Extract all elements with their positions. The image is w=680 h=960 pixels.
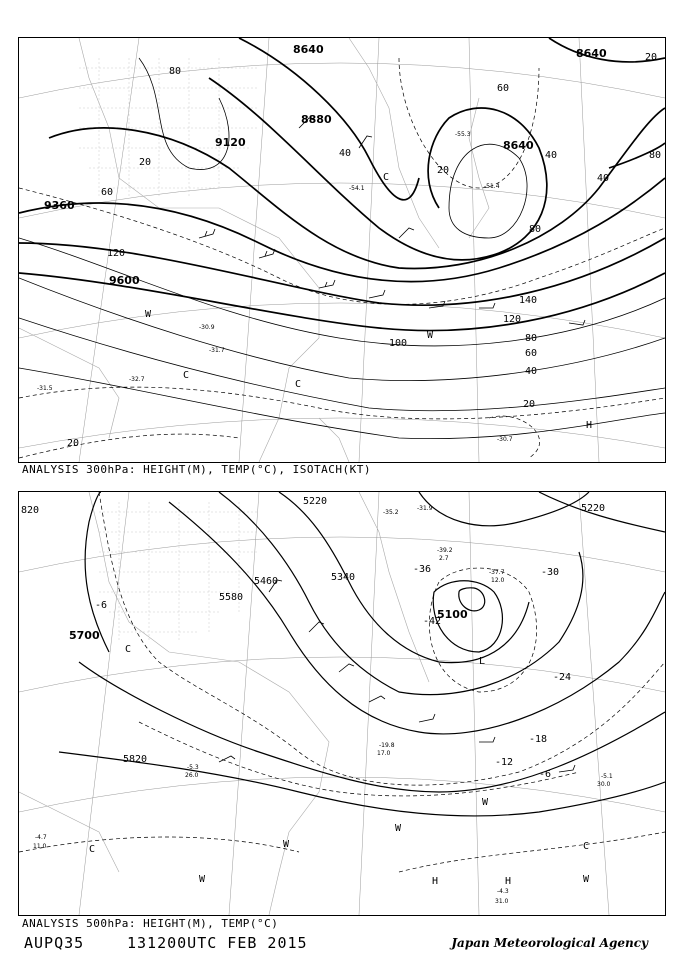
height-label: 9600: [109, 274, 140, 287]
isotach-label: 20: [437, 165, 450, 176]
warm-symbol: W: [427, 330, 434, 341]
station-temp: -5.1: [601, 773, 613, 780]
cold-symbol: C: [295, 379, 302, 390]
temp-label: -30.9: [199, 324, 215, 331]
hatched-area: [99, 502, 259, 642]
agency-name: Japan Meteorological Agency: [451, 936, 648, 950]
station-temp: -4.3: [497, 888, 509, 895]
station-temp: -5.3: [187, 764, 199, 771]
height-label: 8640: [293, 43, 324, 56]
chart-300hpa-map: [19, 38, 665, 462]
station-dewpoint: 11.0: [33, 843, 47, 850]
coastlines: [19, 492, 432, 915]
warm-symbol: W: [283, 839, 290, 850]
station-plots: [33, 505, 613, 905]
height-label: 5580: [219, 592, 244, 603]
cold-symbol: C: [125, 644, 132, 655]
cold-symbol: C: [89, 844, 96, 855]
caption-500hpa: ANALYSIS 500hPa: HEIGHT(M), TEMP(°C): [22, 917, 279, 930]
isotach-label: 40: [545, 150, 558, 161]
height-label: 5220: [303, 496, 328, 507]
chart-500hpa: [18, 491, 666, 916]
isotach-label: 60: [525, 348, 538, 359]
isotach-label: 80: [529, 224, 542, 235]
isotach-label: 20: [139, 157, 152, 168]
isotach-label: 40: [525, 366, 538, 377]
temp-label: -6: [539, 769, 552, 780]
isotach-label: 40: [339, 148, 352, 159]
isotach-label: 20: [645, 52, 658, 63]
warm-symbol: W: [482, 797, 489, 808]
isotach-label: 140: [519, 295, 538, 306]
station-temp: -4.7: [35, 834, 47, 841]
temp-label: -30.7: [497, 436, 513, 443]
warm-symbol: W: [583, 874, 590, 885]
station-temp: -39.2: [437, 547, 453, 554]
isotach-label: 20: [523, 399, 536, 410]
height-label: 5460: [254, 576, 279, 587]
height-label: 5340: [331, 572, 356, 583]
station-dewpoint: 31.0: [495, 898, 509, 905]
temp-label: -42: [423, 616, 442, 627]
height-label: 5820: [123, 754, 148, 765]
station-temp: -19.8: [379, 742, 395, 749]
graticule: [19, 492, 665, 915]
temp-labels: [37, 131, 513, 443]
temp-label: -31.5: [37, 385, 53, 392]
high-symbol: H: [505, 876, 512, 887]
temp-label: -18: [529, 734, 548, 745]
isotach-label: 60: [497, 83, 510, 94]
station-dewpoint: 17.0: [377, 750, 391, 757]
warm-symbol: W: [395, 823, 402, 834]
station-temp: -37.7: [489, 569, 505, 576]
height-label: 8640: [576, 47, 607, 60]
chart-300hpa: [18, 37, 666, 463]
isotach-label: 80: [649, 150, 662, 161]
isotach-label: 120: [107, 248, 126, 259]
station-dewpoint: 30.0: [597, 781, 611, 788]
high-symbol: H: [432, 876, 439, 887]
product-code: AUPQ35: [24, 934, 85, 952]
height-label: 9360: [44, 199, 75, 212]
low-symbol: L: [479, 656, 486, 667]
isotach-label: 120: [503, 314, 522, 325]
isotach-label: 60: [101, 187, 114, 198]
station-dewpoint: 26.0: [185, 772, 199, 779]
station-dewpoint: 12.0: [491, 577, 505, 584]
temp-labels: [95, 564, 571, 780]
isotach-label: 40: [597, 173, 610, 184]
valid-time: 131200UTC FEB 2015: [127, 934, 308, 952]
warm-symbol: W: [145, 309, 152, 320]
height-label: 5700: [69, 629, 100, 642]
cold-symbol: C: [183, 370, 190, 381]
temp-label: -54.1: [349, 185, 365, 192]
height-label: 5100: [437, 608, 468, 621]
isotach-label: 80: [169, 66, 182, 77]
chart-500hpa-map: [19, 492, 665, 915]
height-label: 5220: [581, 503, 606, 514]
isotach-labels: [67, 52, 661, 449]
temp-label: -24: [553, 672, 572, 683]
cold-symbol: C: [583, 841, 590, 852]
temp-label: -12: [495, 757, 514, 768]
temp-label: -36: [413, 564, 432, 575]
isotach-label: 20: [67, 438, 80, 449]
station-dewpoint: 2.7: [439, 555, 449, 562]
height-label: 8640: [503, 139, 534, 152]
isotach-label: 100: [389, 338, 408, 349]
temp-label: -31.7: [209, 347, 225, 354]
height-label: 9120: [215, 136, 246, 149]
temp-label: -55.3: [455, 131, 471, 138]
station-temp: -31.9: [417, 505, 433, 512]
caption-300hpa: ANALYSIS 300hPa: HEIGHT(M), TEMP(°C), ISOTACH(KT): [22, 463, 372, 476]
warm-symbol: W: [199, 874, 206, 885]
height-label: 8880: [301, 113, 332, 126]
temp-label: -6: [95, 600, 108, 611]
isotach-label: 80: [525, 333, 538, 344]
cold-symbol: C: [383, 172, 390, 183]
temp-label: -32.7: [129, 376, 145, 383]
temp-label: -30: [541, 567, 560, 578]
temp-label: -51.4: [484, 183, 500, 190]
high-symbol: H: [586, 420, 593, 431]
wind-barbs: [219, 580, 575, 772]
height-label: 820: [21, 505, 40, 516]
station-temp: -35.2: [383, 509, 399, 516]
